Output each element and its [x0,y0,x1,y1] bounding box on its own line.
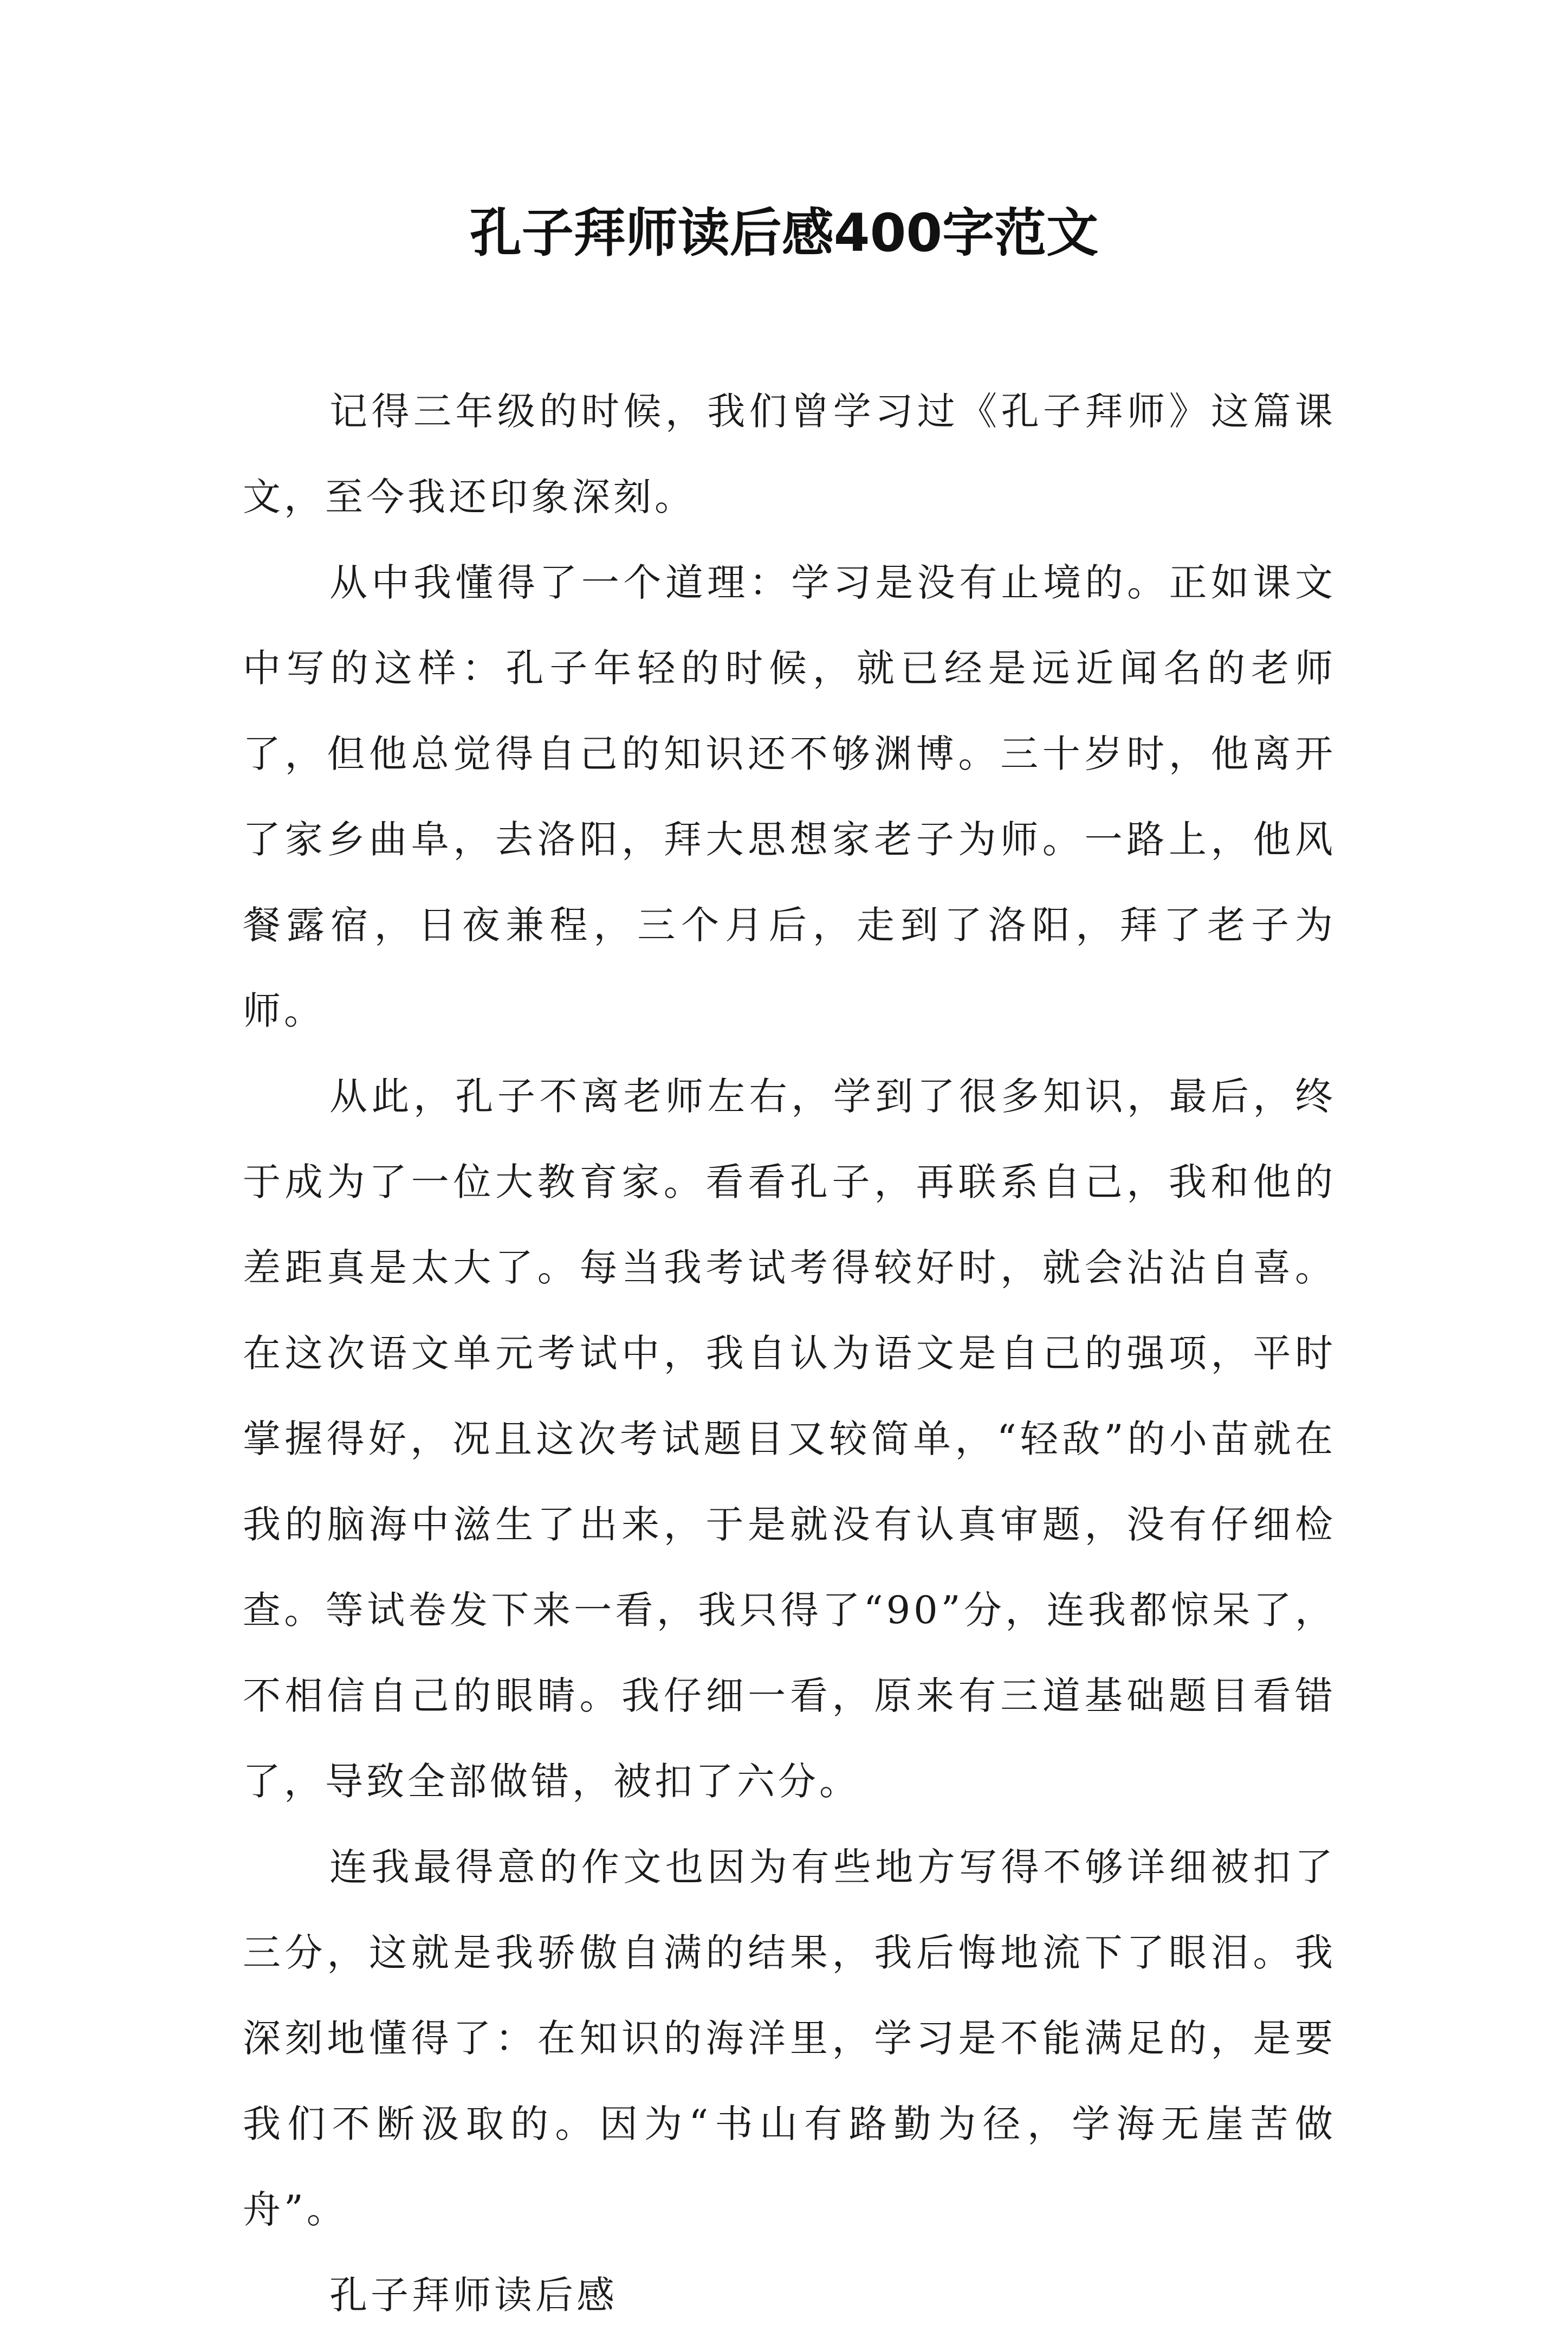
document-title: 孔子拜师读后感400字范文 [469,203,1099,263]
document-body [243,369,1336,2338]
paragraph-2: 从中我懂得了一个道理：学习是没有止境的。正如课文中写的这样：孔子年轻的时候，就已经是远近闻名的老师了，但他总觉得自己的知识还不够渊博。三十岁时，他离开了家乡曲阜，去洛阳，拜大思想家老子为师。一路上，他风餐露宿，日夜兼程，三个月后，走到了洛阳，拜了老子为师。 [243,560,1336,1033]
paragraph-3: 从此，孔子不离老师左右，学到了很多知识，最后，终于成为了一位大教育家。看看孔子，再联系自己，我和他的差距真是太大了。每当我考试考得较好时，就会沾沾自喜。在这次语文单元考试中，我自认为语文是自己的强项，平时掌握得好，况且这次考试题目又较简单，“轻敌”的小苗就在我的脑海中滋生了出来，于是就没有认真审题，没有仔细检查。等试卷发下来一看，我只得了“90”分，连我都惊呆了，不相信自己的眼睛。我仔细一看，原来有三道基础题目看错了，导致全部做错，被扣了六分。 [243,1074,1336,1804]
paragraph-4: 连我最得意的作文也因为有些地方写得不够详细被扣了三分，这就是我骄傲自满的结果，我后悔地流下了眼泪。我深刻地懂得了：在知识的海洋里，学习是不能满足的，是要我们不断汲取的。因为“书山有路勤为径，学海无崖苦做舟”。 [243,1845,1336,2232]
paragraph-1: 记得三年级的时候，我们曾学习过《孔子拜师》这篇课文，至今我还印象深刻。 [243,389,1336,519]
closing-line: 孔子拜师读后感 [329,2273,618,2317]
